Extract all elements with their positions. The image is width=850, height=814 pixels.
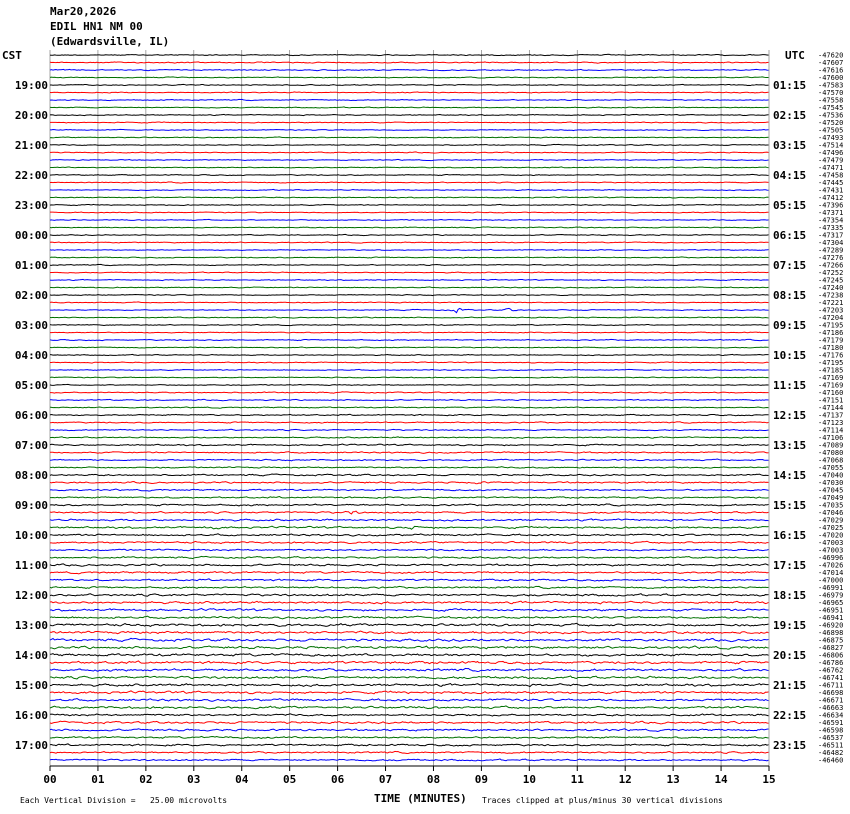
utc-hour-label: 10:15	[773, 349, 807, 362]
seismic-trace	[50, 167, 769, 168]
clip-note: Traces clipped at plus/minus 30 vertical divisions	[482, 796, 723, 805]
cst-hour-label: 11:00	[14, 559, 48, 572]
seismic-trace	[50, 729, 769, 732]
seismic-trace	[50, 489, 769, 491]
utc-hour-label: 08:15	[773, 289, 807, 302]
cst-hour-label: 23:00	[14, 199, 48, 212]
seismic-trace	[50, 564, 769, 566]
seismic-trace	[50, 234, 769, 235]
trace-value-label: -47169	[818, 374, 844, 382]
trace-value-label: -46920	[818, 621, 844, 630]
trace-value-label: -46965	[818, 599, 844, 607]
trace-value-label: -46634	[818, 711, 844, 720]
x-tick-label: 11	[570, 773, 584, 786]
trace-value-label: -47276	[818, 254, 844, 262]
seismic-trace	[50, 137, 769, 138]
trace-value-label: -46711	[818, 681, 844, 690]
x-tick-label: 10	[522, 773, 536, 786]
trace-value-label: -47080	[818, 449, 844, 457]
trace-value-label: -47169	[818, 381, 844, 390]
trace-value-label: -46806	[818, 651, 844, 660]
trace-value-label: -47123	[818, 419, 844, 427]
seismic-trace	[50, 744, 769, 746]
cst-hour-label: 12:00	[14, 589, 48, 602]
cst-hour-label: 20:00	[14, 109, 48, 122]
seismic-trace	[50, 189, 769, 190]
station-date: Mar20,2026	[50, 5, 117, 18]
trace-value-label: -47029	[818, 516, 844, 525]
trace-value-label: -47046	[818, 509, 844, 517]
seismic-trace	[50, 377, 769, 378]
cst-hour-label: 16:00	[14, 709, 48, 722]
seismic-trace	[50, 519, 769, 521]
trace-value-label: -47607	[818, 59, 844, 67]
trace-value-label: -46786	[818, 659, 844, 667]
trace-value-label: -47396	[818, 201, 844, 210]
cst-hour-label: 21:00	[14, 139, 48, 152]
cst-hour-label: 02:00	[14, 289, 48, 302]
trace-value-label: -47431	[818, 186, 844, 195]
trace-value-label: -47089	[818, 441, 844, 450]
seismic-trace	[50, 691, 769, 694]
seismic-trace	[50, 684, 769, 687]
utc-hour-label: 04:15	[773, 169, 807, 182]
cst-hour-label: 08:00	[14, 469, 48, 482]
trace-value-label: -46762	[818, 666, 844, 675]
seismic-trace	[50, 579, 769, 581]
trace-value-label: -47144	[818, 404, 844, 412]
cst-hour-label: 01:00	[14, 259, 48, 272]
trace-value-label: -46511	[818, 741, 844, 750]
seismic-trace	[50, 429, 769, 430]
trace-value-label: -47151	[818, 396, 844, 405]
utc-hour-label: 06:15	[773, 229, 807, 242]
seismic-trace	[50, 227, 769, 228]
trace-value-label: -46875	[818, 636, 844, 645]
utc-hour-label: 15:15	[773, 499, 807, 512]
seismic-trace	[50, 92, 769, 93]
trace-value-label: -47458	[818, 171, 844, 180]
utc-hour-label: 14:15	[773, 469, 807, 482]
cst-hour-label: 04:00	[14, 349, 48, 362]
seismic-trace	[50, 608, 769, 611]
utc-hour-label: 13:15	[773, 439, 807, 452]
seismic-trace	[50, 302, 769, 303]
trace-value-label: -47221	[818, 299, 844, 307]
seismic-trace	[50, 272, 769, 273]
seismic-trace	[50, 623, 769, 626]
seismic-trace	[50, 586, 769, 588]
trace-value-label: -47000	[818, 576, 844, 585]
seismic-trace	[50, 354, 769, 355]
seismic-trace	[50, 601, 769, 604]
trace-value-label: -46537	[818, 734, 844, 742]
trace-value-label: -47003	[818, 546, 844, 555]
cst-hour-label: 03:00	[14, 319, 48, 332]
utc-hour-label: 21:15	[773, 679, 807, 692]
seismic-trace	[50, 182, 769, 183]
utc-hour-label: 01:15	[773, 79, 807, 92]
seismic-trace	[50, 699, 769, 702]
seismic-trace	[50, 204, 769, 205]
seismic-trace	[50, 257, 769, 258]
trace-value-label: -47536	[818, 111, 844, 120]
trace-value-label: -47335	[818, 224, 844, 232]
seismic-trace	[50, 474, 769, 476]
trace-value-label: -47035	[818, 501, 844, 510]
cst-hour-label: 22:00	[14, 169, 48, 182]
seismic-trace	[50, 549, 769, 551]
utc-hour-label: 09:15	[773, 319, 807, 332]
cst-hour-label: 06:00	[14, 409, 48, 422]
trace-value-label: -47620	[818, 51, 844, 60]
cst-hour-label: 15:00	[14, 679, 48, 692]
seismic-trace	[50, 384, 769, 385]
station-location: (Edwardsville, IL)	[50, 35, 170, 48]
trace-value-label: -47106	[818, 434, 844, 442]
utc-hour-label: 20:15	[773, 649, 807, 662]
trace-value-label: -46979	[818, 591, 844, 600]
seismic-trace	[50, 264, 769, 265]
seismic-trace	[50, 676, 769, 679]
trace-value-label: -47204	[818, 314, 844, 322]
trace-value-label: -46898	[818, 629, 844, 637]
trace-value-label: -47114	[818, 426, 844, 435]
seismic-trace	[50, 437, 769, 439]
trace-value-label: -47020	[818, 531, 844, 540]
trace-value-label: -47045	[818, 486, 844, 495]
cst-hour-label: 14:00	[14, 649, 48, 662]
trace-value-label: -47160	[818, 389, 844, 397]
trace-value-label: -47493	[818, 134, 844, 142]
trace-value-label: -47179	[818, 336, 844, 345]
x-tick-label: 03	[187, 773, 201, 786]
trace-value-label: -47068	[818, 456, 844, 465]
seismic-trace	[50, 317, 769, 318]
seismic-traces	[50, 54, 769, 761]
seismic-trace	[50, 144, 769, 145]
seismic-trace	[50, 197, 769, 198]
seismic-trace	[50, 347, 769, 348]
cst-hour-label: 07:00	[14, 439, 48, 452]
seismic-trace	[50, 219, 769, 220]
seismic-trace	[50, 556, 769, 558]
seismic-trace	[50, 534, 769, 536]
trace-value-label: -47025	[818, 524, 844, 532]
utc-hour-label: 18:15	[773, 589, 807, 602]
utc-hour-label: 17:15	[773, 559, 807, 572]
trace-value-label: -47186	[818, 329, 844, 337]
trace-value-label: -46827	[818, 644, 844, 652]
trace-value-label: -47289	[818, 246, 844, 255]
x-tick-label: 02	[139, 773, 153, 786]
trace-value-label: -47266	[818, 261, 844, 270]
seismic-trace	[50, 339, 769, 340]
seismic-trace	[50, 444, 769, 446]
trace-value-label: -46598	[818, 726, 844, 735]
trace-value-label: -47471	[818, 164, 844, 172]
trace-value-label: -47570	[818, 89, 844, 97]
trace-value-label: -47030	[818, 479, 844, 487]
utc-hour-label: 12:15	[773, 409, 807, 422]
seismic-trace	[50, 212, 769, 213]
trace-value-label: -46671	[818, 696, 844, 705]
trace-value-label: -47505	[818, 126, 844, 135]
seismic-trace	[50, 616, 769, 619]
utc-hour-label: 16:15	[773, 529, 807, 542]
trace-value-label: -47479	[818, 156, 844, 165]
seismic-trace	[50, 497, 769, 499]
trace-value-label: -47014	[818, 569, 844, 577]
seismic-trace	[50, 654, 769, 657]
trace-value-label: -47514	[818, 141, 844, 150]
x-tick-label: 07	[378, 773, 393, 786]
seismic-trace	[50, 467, 769, 469]
seismic-trace	[50, 414, 769, 415]
seismic-trace	[50, 668, 769, 671]
trace-value-label: -47049	[818, 494, 844, 502]
trace-value-label: -47176	[818, 351, 844, 360]
trace-value-label: -47545	[818, 104, 844, 112]
x-tick-label: 00	[43, 773, 57, 786]
trace-value-label: -47240	[818, 284, 844, 292]
trace-value-label: -46663	[818, 704, 844, 712]
trace-value-label: -47583	[818, 81, 844, 90]
seismic-trace	[50, 294, 769, 295]
seismic-trace	[50, 714, 769, 716]
trace-value-label: -47003	[818, 539, 844, 547]
trace-value-label: -46951	[818, 606, 844, 615]
x-tick-label: 06	[330, 773, 345, 786]
seismic-trace	[50, 62, 769, 63]
utc-hour-label: 02:15	[773, 109, 807, 122]
trace-value-label: -47137	[818, 411, 844, 420]
seismic-trace	[50, 99, 769, 100]
seismic-trace	[50, 249, 769, 250]
trace-value-label: -46941	[818, 614, 844, 622]
station-id: EDIL HN1 NM 00	[50, 20, 143, 33]
trace-value-label: -47616	[818, 66, 844, 75]
x-tick-label: 14	[714, 773, 728, 786]
seismic-trace	[50, 422, 769, 424]
trace-value-label: -46482	[818, 749, 844, 757]
trace-value-label: -47600	[818, 74, 844, 82]
seismic-trace	[50, 759, 769, 761]
trace-value-label: -47445	[818, 179, 844, 187]
seismic-trace	[50, 736, 769, 738]
seismic-trace	[50, 526, 769, 529]
seismic-trace	[50, 541, 769, 543]
seismic-trace	[50, 646, 769, 649]
left-timezone-label: CST	[2, 49, 22, 62]
utc-hour-label: 19:15	[773, 619, 807, 632]
seismic-trace	[50, 751, 769, 753]
cst-hour-label: 10:00	[14, 529, 48, 542]
trace-value-label: -47520	[818, 119, 844, 127]
seismic-trace	[50, 152, 769, 153]
cst-hour-label: 05:00	[14, 379, 48, 392]
x-tick-label: 13	[666, 773, 680, 786]
trace-value-label: -46698	[818, 689, 844, 697]
trace-value-label: -47185	[818, 366, 844, 375]
x-tick-label: 15	[762, 773, 776, 786]
seismic-trace	[50, 594, 769, 597]
seismic-trace	[50, 399, 769, 400]
axis-labels	[15, 52, 843, 787]
seismic-trace	[50, 511, 769, 514]
trace-value-label: -47252	[818, 269, 844, 277]
seismic-trace	[50, 362, 769, 363]
trace-value-label: -47195	[818, 321, 844, 330]
seismic-trace	[50, 631, 769, 634]
seismic-trace	[50, 504, 769, 506]
seismic-trace	[50, 287, 769, 288]
seismic-trace	[50, 107, 769, 108]
seismic-trace	[50, 242, 769, 243]
trace-value-label: -47180	[818, 344, 844, 352]
seismic-trace	[50, 459, 769, 461]
seismic-trace	[50, 114, 769, 115]
utc-hour-label: 07:15	[773, 259, 807, 272]
seismic-trace	[50, 407, 769, 408]
scale-note: Each Vertical Division = 25.00 microvolts	[20, 796, 228, 805]
seismic-trace	[50, 69, 769, 70]
utc-hour-label: 03:15	[773, 139, 807, 152]
trace-value-label: -47055	[818, 464, 844, 472]
cst-hour-label: 19:00	[14, 79, 48, 92]
trace-value-label: -46996	[818, 554, 844, 562]
seismic-trace	[50, 706, 769, 709]
seismic-trace	[50, 308, 769, 312]
seismic-trace	[50, 324, 769, 325]
trace-value-label: -46591	[818, 719, 844, 727]
x-tick-label: 01	[91, 773, 105, 786]
trace-value-label: -47026	[818, 561, 844, 570]
seismic-trace	[50, 452, 769, 454]
trace-value-label: -47203	[818, 306, 844, 315]
utc-hour-label: 11:15	[773, 379, 807, 392]
trace-value-label: -47412	[818, 194, 844, 202]
utc-hour-label: 05:15	[773, 199, 807, 212]
seismic-trace	[50, 721, 769, 724]
seismic-trace	[50, 54, 769, 55]
trace-value-label: -47496	[818, 149, 844, 157]
trace-value-label: -46741	[818, 674, 844, 682]
x-tick-label: 09	[474, 773, 489, 786]
x-tick-label: 04	[235, 773, 249, 786]
seismic-trace	[50, 174, 769, 175]
seismic-trace	[50, 638, 769, 641]
seismic-trace	[50, 129, 769, 130]
trace-value-label: -47195	[818, 359, 844, 367]
seismic-trace	[50, 369, 769, 370]
seismic-trace	[50, 159, 769, 160]
x-tick-label: 08	[426, 773, 441, 786]
utc-hour-label: 23:15	[773, 739, 807, 752]
trace-value-label: -47238	[818, 291, 844, 300]
trace-value-label: -46460	[818, 756, 844, 765]
trace-value-label: -47558	[818, 96, 844, 105]
seismic-trace	[50, 332, 769, 333]
trace-value-label: -47304	[818, 239, 844, 247]
trace-value-label: -46991	[818, 584, 844, 592]
seismic-trace	[50, 279, 769, 280]
seismic-trace	[50, 77, 769, 78]
seismic-trace	[50, 571, 769, 573]
trace-value-label: -47040	[818, 471, 844, 480]
trace-value-label: -47354	[818, 216, 844, 225]
x-tick-label: 12	[618, 773, 632, 786]
cst-hour-label: 00:00	[14, 229, 48, 242]
utc-hour-label: 22:15	[773, 709, 807, 722]
seismic-trace	[50, 122, 769, 123]
cst-hour-label: 13:00	[14, 619, 48, 632]
trace-value-label: -47371	[818, 209, 844, 217]
x-axis-title: TIME (MINUTES)	[374, 792, 467, 805]
trace-value-label: -47317	[818, 231, 844, 240]
right-timezone-label: UTC	[785, 49, 805, 62]
seismic-trace	[50, 661, 769, 664]
x-tick-label: 05	[283, 773, 297, 786]
trace-value-label: -47245	[818, 276, 844, 285]
seismic-trace	[50, 84, 769, 85]
cst-hour-label: 09:00	[14, 499, 48, 512]
seismic-trace	[50, 392, 769, 393]
cst-hour-label: 17:00	[14, 739, 48, 752]
seismic-trace	[50, 482, 769, 484]
